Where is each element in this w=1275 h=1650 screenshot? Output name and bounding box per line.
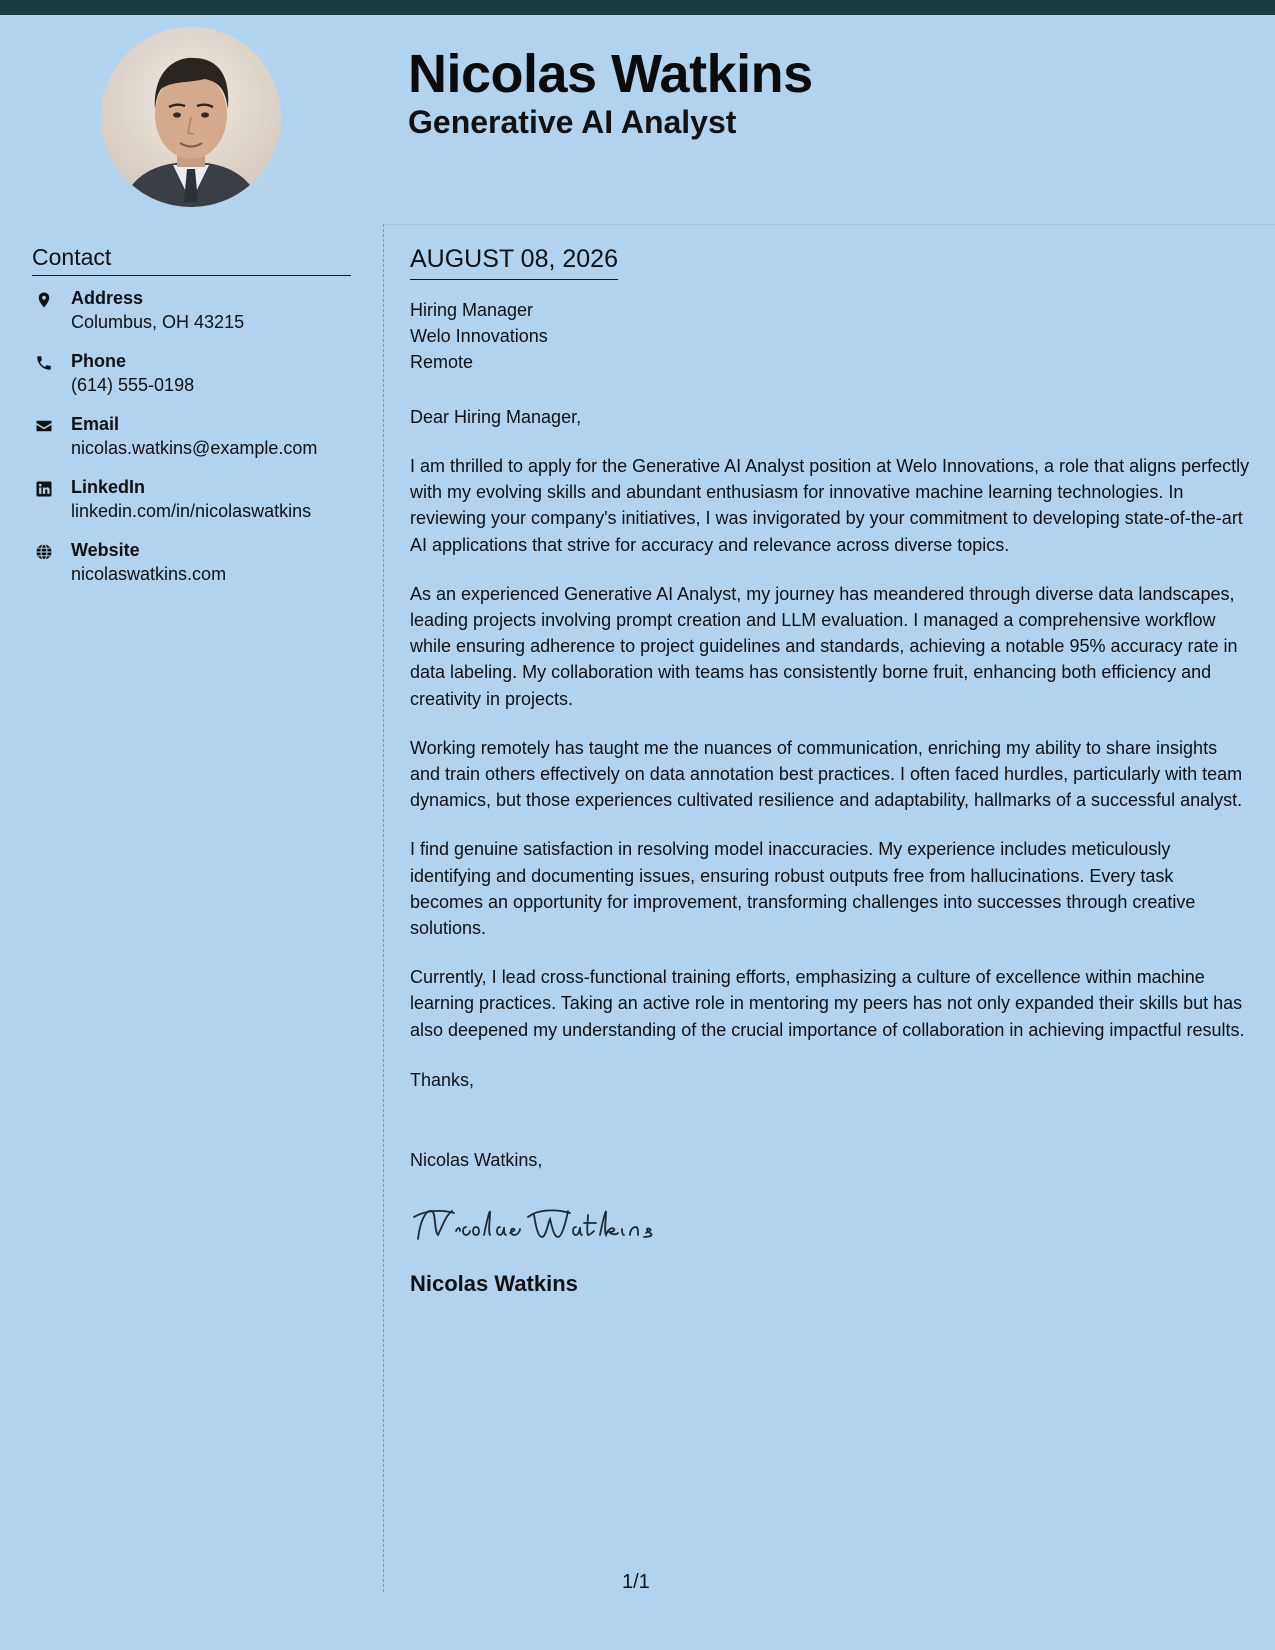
- linkedin-icon: [35, 480, 53, 498]
- contact-sidebar: [32, 243, 351, 601]
- contact-item-linkedin: [32, 475, 351, 538]
- handwritten-signature: [410, 1201, 1250, 1249]
- letter-body: [410, 243, 1250, 1298]
- contact-label: Phone: [71, 351, 127, 371]
- contact-value: nicolas.watkins@example.com: [71, 438, 318, 458]
- column-divider: [383, 224, 384, 1592]
- contact-item-website: [32, 538, 351, 601]
- phone-icon: [35, 354, 53, 372]
- contact-label: Email: [71, 414, 120, 434]
- contact-item-phone: [32, 349, 351, 412]
- candidate-name: Nicolas Watkins: [408, 44, 813, 104]
- contact-heading: Contact: [32, 243, 351, 276]
- contact-value: Columbus, OH 43215: [71, 312, 245, 332]
- letter-paragraph: Working remotely has taught me the nuances of communication, enriching my ability to share insights and train others effectively on data annotation best practices. I often faced hurdles, particularly with team dynamics, but those experiences cultivated resilience and adaptability, hallmarks of a successful analyst.: [410, 737, 1243, 811]
- contact-list: [32, 286, 351, 601]
- contact-value: (614) 555-0198: [71, 375, 195, 395]
- letter-paragraph: Currently, I lead cross-functional training efforts, emphasizing a culture of excellence within machine learning practices. Taking an active role in mentoring my peers has not only expanded their skills but has also deepened my understanding of the crucial importance of collaboration in achieving impactful results.: [410, 967, 1245, 1040]
- contact-item-address: [32, 286, 351, 349]
- letter-paragraph: I find genuine satisfaction in resolving model inaccuracies. My experience includes meticulously identifying and documenting issues, ensuring robust outputs free from hallucinations. Every task becomes an opportunity for improvement, transforming challenges into successes through creative solutions.: [410, 839, 1196, 939]
- greeting: Dear Hiring Manager,: [410, 407, 582, 427]
- signoff: Nicolas Watkins,: [410, 1149, 543, 1170]
- recipient-line: Hiring Manager: [410, 300, 534, 320]
- candidate-title: Generative AI Analyst: [408, 104, 737, 140]
- recipient-block: [410, 297, 1250, 375]
- recipient-line: Remote: [410, 352, 474, 372]
- contact-label: Website: [71, 540, 140, 560]
- letter-paragraph: I am thrilled to apply for the Generative AI Analyst position at Welo Innovations, a role that aligns perfectly with my evolving skills and abundant enthusiasm for innovative machine learning technologies. In reviewing your company's initiatives, I was invigorated by your commitment to developing state-of-the-art AI applications that strive for accuracy and relevance across diverse topics.: [410, 456, 1250, 555]
- letter-paragraph: As an experienced Generative AI Analyst, my journey has meandered through diverse data landscapes, leading projects involving prompt creation and LLM evaluation. I managed a comprehensive workflow while ensuring adherence to project guidelines and standards, achieving a notable 95% accuracy rate in data labeling. My collaboration with teams has consistently borne fruit, enhancing both efficiency and creativity in projects.: [410, 583, 1238, 709]
- envelope-icon: [35, 417, 53, 435]
- header-divider: [384, 224, 1275, 225]
- contact-value: nicolaswatkins.com: [71, 564, 227, 584]
- contact-label: Address: [71, 288, 144, 308]
- map-pin-icon: [35, 291, 53, 309]
- contact-value: linkedin.com/in/nicolaswatkins: [71, 501, 312, 521]
- letter-date: AUGUST 08, 2026: [410, 243, 618, 280]
- recipient-line: Welo Innovations: [410, 326, 548, 346]
- closing: Thanks,: [410, 1069, 475, 1090]
- printed-name: Nicolas Watkins: [410, 1270, 578, 1296]
- contact-label: LinkedIn: [71, 477, 146, 497]
- page-number: 1/1: [622, 1571, 650, 1593]
- top-accent-bar: [0, 0, 1275, 15]
- globe-icon: [35, 543, 53, 561]
- profile-photo: [101, 27, 281, 207]
- contact-item-email: [32, 412, 351, 475]
